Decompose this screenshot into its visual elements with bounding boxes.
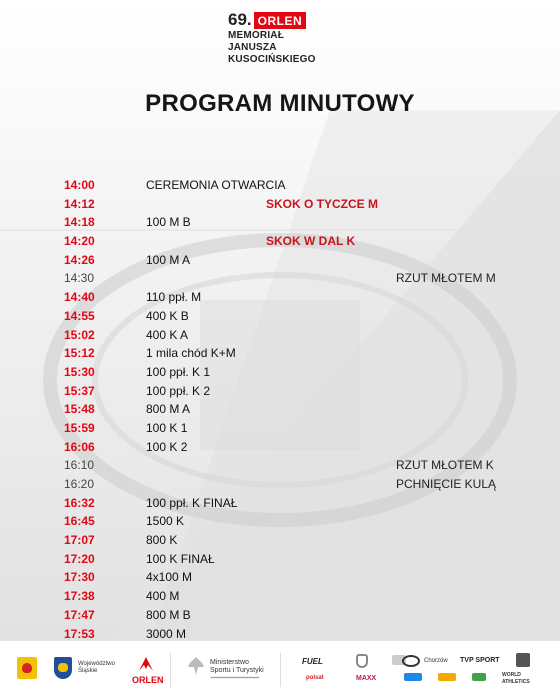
schedule-time: 16:06 bbox=[64, 439, 95, 454]
schedule-row bbox=[0, 215, 560, 234]
schedule-time: 15:12 bbox=[64, 346, 95, 361]
tvp-sport-logo: TVP SPORT bbox=[460, 657, 500, 664]
schedule-time: 16:32 bbox=[64, 495, 95, 510]
schedule-row bbox=[0, 346, 560, 365]
schedule-row bbox=[0, 197, 560, 216]
schedule-row bbox=[0, 496, 560, 515]
orlen-logo: ORLEN bbox=[254, 12, 307, 29]
divider bbox=[280, 653, 281, 687]
schedule-event: CEREMONIA OTWARCIA bbox=[146, 178, 286, 192]
schedule-row bbox=[0, 309, 560, 328]
schedule-time: 17:07 bbox=[64, 533, 95, 548]
schedule-event: 400 M bbox=[146, 589, 180, 604]
schedule-event: 110 ppł. M bbox=[146, 290, 202, 305]
schedule-time: 15:02 bbox=[64, 327, 95, 342]
schedule-time: 16:10 bbox=[64, 458, 95, 473]
schedule-time: 14:12 bbox=[64, 196, 95, 211]
schedule-row bbox=[0, 290, 560, 309]
schedule-row bbox=[0, 178, 560, 197]
schedule-event: 100 M B bbox=[146, 215, 191, 230]
schedule-row bbox=[0, 514, 560, 533]
polsat-logo: polsat bbox=[306, 675, 324, 681]
schedule-row bbox=[0, 533, 560, 552]
partner-logo bbox=[516, 653, 530, 667]
schedule-row bbox=[0, 402, 560, 421]
schedule-time: 15:30 bbox=[64, 364, 95, 379]
schedule-time: 15:59 bbox=[64, 420, 95, 435]
schedule-event: 400 K A bbox=[146, 327, 189, 342]
toyota-dealer-logo: Chorzów bbox=[424, 658, 448, 664]
schedule-row bbox=[0, 477, 560, 496]
schedule-event: 800 M B bbox=[146, 607, 191, 622]
schedule-row bbox=[0, 589, 560, 608]
logo-line-1: MEMORIAŁ bbox=[228, 30, 285, 41]
schedule-row bbox=[0, 234, 560, 253]
page-title: PROGRAM MINUTOWY bbox=[145, 90, 415, 117]
schedule-event: 100 K 2 bbox=[146, 439, 188, 454]
schedule-event: 800 M A bbox=[146, 402, 191, 417]
ministry-flag-stripe bbox=[210, 676, 260, 679]
schedule-time: 15:48 bbox=[64, 402, 95, 417]
schedule-event: RZUT MŁOTEM M bbox=[396, 271, 496, 286]
schedule-event: 4x100 M bbox=[146, 570, 193, 585]
wojewodztwo-slaskie-logo: Województwo Śląskie bbox=[78, 661, 115, 674]
schedule-time: 14:00 bbox=[64, 178, 95, 192]
orlen-footer-logo: ORLEN bbox=[132, 675, 164, 685]
schedule-event: 100 K FINAŁ bbox=[146, 551, 215, 566]
schedule-event: PCHNIĘCIE KULĄ bbox=[396, 477, 497, 491]
schedule-row bbox=[0, 440, 560, 459]
schedule-row bbox=[0, 421, 560, 440]
schedule-time: 17:30 bbox=[64, 570, 95, 585]
schedule-event: SKOK O TYCZCE M bbox=[266, 196, 379, 211]
schedule-row bbox=[0, 328, 560, 347]
schedule-time: 14:20 bbox=[64, 234, 95, 249]
schedule-time: 16:45 bbox=[64, 514, 95, 529]
schedule-event: 1500 K bbox=[146, 514, 185, 529]
schedule-time: 15:37 bbox=[64, 383, 95, 398]
partner-logo bbox=[438, 673, 456, 681]
schedule-row bbox=[0, 365, 560, 384]
schedule-event: RZUT MŁOTEM K bbox=[396, 458, 494, 473]
schedule-row bbox=[0, 458, 560, 477]
maxx-logo: MAXX bbox=[356, 675, 377, 682]
schedule-time: 17:20 bbox=[64, 551, 95, 566]
partner-logo bbox=[472, 673, 486, 681]
schedule-row bbox=[0, 253, 560, 272]
schedule-time: 14:26 bbox=[64, 252, 95, 267]
schedule-event: 3000 M bbox=[146, 626, 187, 641]
event-logo bbox=[228, 10, 348, 66]
partner-logo bbox=[404, 673, 422, 681]
athletics-association-logo bbox=[17, 657, 37, 679]
schedule-time: 14:55 bbox=[64, 308, 95, 323]
divider bbox=[170, 653, 171, 687]
schedule-event: 400 K B bbox=[146, 308, 189, 323]
schedule-event: 100 M A bbox=[146, 252, 191, 267]
schedule-row bbox=[0, 271, 560, 290]
schedule-event: SKOK W DAL K bbox=[266, 234, 356, 249]
schedule-event: 100 ppł. K FINAŁ bbox=[146, 495, 238, 510]
schedule-time: 17:38 bbox=[64, 589, 95, 604]
ministry-eagle-icon bbox=[186, 655, 206, 677]
schedule-event: 100 ppł. K 2 bbox=[146, 383, 211, 398]
edition-number: 69. bbox=[228, 10, 252, 29]
schedule-time: 17:47 bbox=[64, 607, 95, 622]
schedule-list bbox=[0, 178, 560, 645]
logo-line-2: JANUSZA bbox=[228, 42, 277, 53]
world-athletics-logo: WORLD ATHLETICS bbox=[502, 672, 530, 685]
schedule-event: 100 ppł. K 1 bbox=[146, 364, 211, 379]
ministry-logo-line-1: Ministerstwo bbox=[210, 659, 249, 666]
schedule-row bbox=[0, 570, 560, 589]
schedule-time: 17:53 bbox=[64, 626, 95, 641]
schedule-row bbox=[0, 608, 560, 627]
logo-line-3: KUSOCIŃSKIEGO bbox=[228, 54, 316, 65]
fuel-logo: FUEL bbox=[302, 657, 323, 666]
schedule-row bbox=[0, 552, 560, 571]
schedule-event: 1 mila chód K+M bbox=[146, 346, 236, 361]
schedule-time: 14:40 bbox=[64, 290, 95, 305]
schedule-event: 800 K bbox=[146, 533, 178, 548]
club-crest-icon bbox=[356, 654, 368, 668]
schedule-row bbox=[0, 384, 560, 403]
schedule-time: 14:30 bbox=[64, 271, 95, 286]
toyota-icon bbox=[402, 655, 420, 667]
silesia-crest-icon bbox=[54, 657, 72, 679]
orlen-eagle-icon bbox=[137, 655, 155, 673]
ministry-logo-line-2: Sportu i Turystyki bbox=[210, 667, 264, 674]
schedule-time: 16:20 bbox=[64, 477, 95, 491]
schedule-time: 14:18 bbox=[64, 215, 95, 230]
eagle-icon bbox=[22, 663, 32, 673]
sponsors-footer bbox=[0, 640, 560, 700]
schedule-event: 100 K 1 bbox=[146, 420, 188, 435]
